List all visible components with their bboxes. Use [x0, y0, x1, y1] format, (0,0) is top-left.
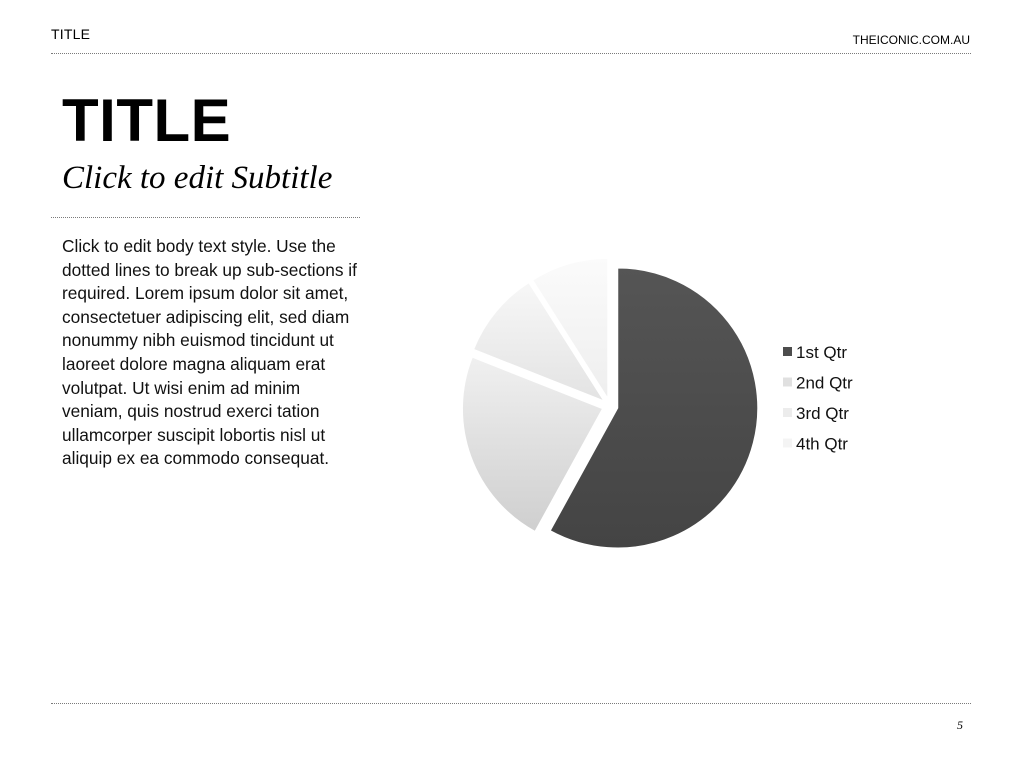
- slide-subtitle[interactable]: Click to edit Subtitle: [62, 160, 333, 196]
- legend-swatch-3: [783, 408, 792, 417]
- pie-chart[interactable]: [440, 240, 880, 560]
- legend-swatch-4: [783, 439, 792, 448]
- page-number: 5: [957, 718, 963, 732]
- legend-swatch-2: [783, 378, 792, 387]
- legend-label-3: 3rd Qtr: [796, 404, 849, 423]
- header-title: TITLE: [51, 26, 91, 42]
- section-dotted-divider: [51, 217, 360, 218]
- top-dotted-divider: [51, 53, 971, 54]
- legend-label-4: 4th Qtr: [796, 434, 848, 454]
- legend-label-1: 1st Qtr: [796, 343, 848, 362]
- header-site: THEICONIC.COM.AU: [852, 33, 970, 47]
- chart-legend: [783, 343, 853, 454]
- legend-swatch-1: [783, 347, 792, 356]
- slide-title[interactable]: TITLE: [62, 87, 232, 154]
- legend-label-2: 2nd Qtr: [796, 373, 853, 393]
- pie-slices: [462, 258, 757, 548]
- body-text[interactable]: Click to edit body text style. Use the dotted lines to break up sub-sections if required. Lorem ipsum dolor sit amet, consectetuer adipiscing elit, sed diam nonummy nibh euismod tincidunt ut laoreet dolore magna aliquam erat volutpat. Ut wisi enim ad minim veniam, quis nostrud exerci tation ullamcorper suscipit lobortis nisl ut aliquip ex ea commodo consequat.: [62, 236, 357, 469]
- bottom-dotted-divider: [51, 703, 971, 704]
